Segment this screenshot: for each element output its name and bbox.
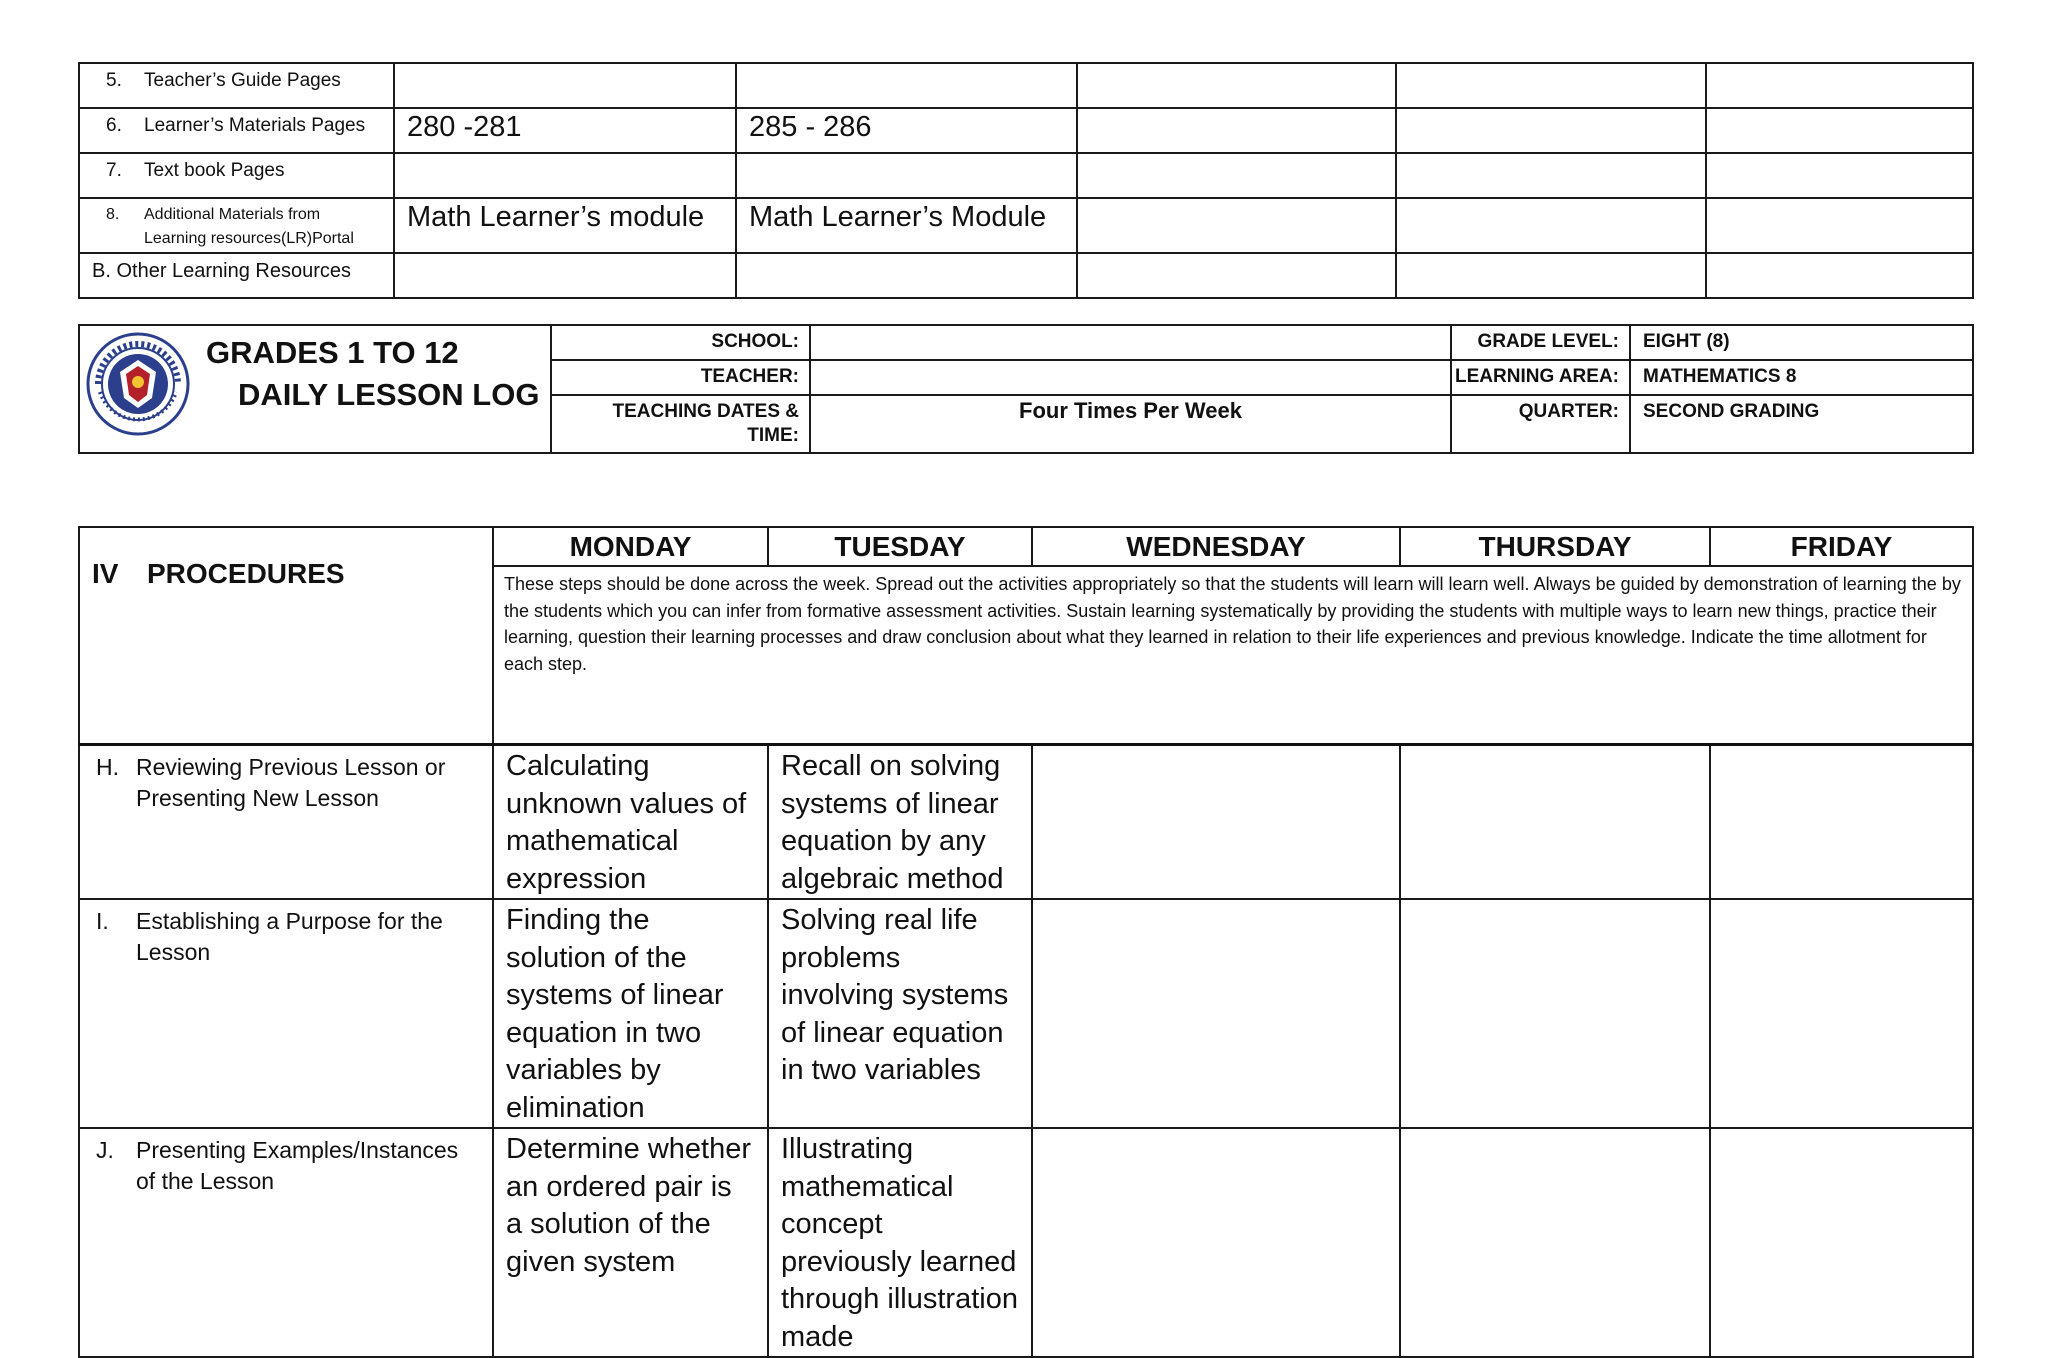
row-label (79, 1128, 493, 1357)
monday-cell: Calculating unknown values of mathematical expression (493, 745, 768, 900)
row-label (79, 198, 394, 253)
table-row (79, 198, 1973, 253)
thursday-cell (1400, 899, 1710, 1128)
day-header-friday: FRIDAY (1710, 527, 1973, 566)
thursday-cell (1396, 108, 1706, 153)
monday-cell: Determine whether an ordered pair is a solution of the given system (493, 1128, 768, 1357)
wednesday-cell (1032, 1128, 1400, 1357)
monday-cell (394, 253, 736, 298)
thursday-cell (1396, 153, 1706, 198)
teaching-dates-label (551, 395, 810, 453)
thursday-cell (1400, 1128, 1710, 1357)
title-line-1: GRADES 1 TO 12 (206, 335, 459, 370)
tuesday-cell: Illustrating mathematical concept previously learned through illustration made (768, 1128, 1032, 1357)
friday-cell (1710, 1128, 1973, 1357)
tuesday-cell (736, 253, 1077, 298)
page-title (206, 332, 539, 416)
procedures-table (78, 526, 1974, 1358)
monday-cell: Finding the solution of the systems of linear equation in two variables by elimination (493, 899, 768, 1128)
friday-cell (1710, 899, 1973, 1128)
title-line-2: DAILY LESSON LOG (238, 377, 540, 412)
row-label-line1: Establishing a Purpose for the (136, 908, 443, 934)
section-number: IV (92, 558, 119, 589)
row-label (79, 108, 394, 153)
row-label-text: Additional Materials from (144, 206, 321, 223)
row-label-line2: Lesson (136, 939, 211, 965)
monday-cell (394, 63, 736, 108)
wednesday-cell (1032, 745, 1400, 900)
friday-cell (1706, 253, 1973, 298)
wednesday-cell (1077, 253, 1396, 298)
day-header-thursday: THURSDAY (1400, 527, 1710, 566)
thursday-cell (1396, 63, 1706, 108)
teacher-value (810, 360, 1451, 395)
row-number: 6. (106, 115, 122, 136)
day-header-tuesday: TUESDAY (768, 527, 1032, 566)
deped-seal-icon (86, 332, 190, 436)
row-label-line1: Reviewing Previous Lesson or (136, 754, 446, 780)
table-row (79, 745, 1973, 900)
procedures-heading (79, 527, 493, 745)
friday-cell (1706, 153, 1973, 198)
table-row (79, 1128, 1973, 1357)
friday-cell (1706, 108, 1973, 153)
grade-level-value: EIGHT (8) (1630, 325, 1973, 360)
teaching-dates-label-line2: TIME: (747, 425, 799, 446)
row-label-text: Teacher’s Guide Pages (144, 70, 341, 91)
row-label: B. Other Learning Resources (79, 253, 394, 298)
wednesday-cell (1077, 108, 1396, 153)
row-label-line2: of the Lesson (136, 1168, 275, 1194)
header-brand (79, 325, 551, 453)
tuesday-cell: Math Learner’s Module (736, 198, 1077, 253)
row-number: 7. (106, 160, 122, 181)
row-label-text: Learner’s Materials Pages (144, 115, 366, 136)
table-row (79, 153, 1973, 198)
row-letter: J. (96, 1137, 114, 1163)
friday-cell (1710, 745, 1973, 900)
day-header-monday: MONDAY (493, 527, 768, 566)
procedures-instructions: These steps should be done across the week. Spread out the activities appropriately so that the students will learn will learn well. Always be guided by demonstration of learning the by the students which you can infer from formative assessment activities. Sustain learning systematically by providing the students with multiple ways to learn new things, practice their learning, question their learning processes and draw conclusion about what they learned in relation to their life experiences and previous knowledge. Indicate the time allotment for each step. (493, 566, 1973, 745)
wednesday-cell (1032, 899, 1400, 1128)
monday-cell (394, 153, 736, 198)
table-row (79, 108, 1973, 153)
quarter-label: QUARTER: (1451, 395, 1630, 453)
lesson-log-header (78, 324, 1974, 454)
thursday-cell (1400, 745, 1710, 900)
teaching-dates-value: Four Times Per Week (810, 395, 1451, 453)
row-label (79, 899, 493, 1128)
row-label (79, 63, 394, 108)
thursday-cell (1396, 253, 1706, 298)
table-row (79, 253, 1973, 298)
row-label-line2: Presenting New Lesson (136, 785, 379, 811)
table-row (79, 899, 1973, 1128)
learning-area-label: LEARNING AREA: (1451, 360, 1630, 395)
day-header-wednesday: WEDNESDAY (1032, 527, 1400, 566)
school-label: SCHOOL: (551, 325, 810, 360)
school-value (810, 325, 1451, 360)
learning-resources-table (78, 62, 1974, 299)
friday-cell (1706, 198, 1973, 253)
tuesday-cell: Recall on solving systems of linear equation by any algebraic method (768, 745, 1032, 900)
row-label (79, 745, 493, 900)
row-number: 5. (106, 70, 122, 91)
teacher-label: TEACHER: (551, 360, 810, 395)
row-letter: I. (96, 908, 109, 934)
row-label (79, 153, 394, 198)
thursday-cell (1396, 198, 1706, 253)
row-label-text: Text book Pages (144, 160, 285, 181)
monday-cell: Math Learner’s module (394, 198, 736, 253)
wednesday-cell (1077, 63, 1396, 108)
wednesday-cell (1077, 198, 1396, 253)
quarter-value: SECOND GRADING (1630, 395, 1973, 453)
wednesday-cell (1077, 153, 1396, 198)
row-label-text-line2: Learning resources(LR)Portal (144, 230, 354, 247)
tuesday-cell (736, 153, 1077, 198)
row-label-line1: Presenting Examples/Instances (136, 1137, 459, 1163)
tuesday-cell: 285 - 286 (736, 108, 1077, 153)
monday-cell: 280 -281 (394, 108, 736, 153)
tuesday-cell: Solving real life problems involving systems of linear equation in two variables (768, 899, 1032, 1128)
grade-level-label: GRADE LEVEL: (1451, 325, 1630, 360)
learning-area-value: MATHEMATICS 8 (1630, 360, 1973, 395)
friday-cell (1706, 63, 1973, 108)
section-title: PROCEDURES (147, 558, 345, 589)
tuesday-cell (736, 63, 1077, 108)
teaching-dates-label-line1: TEACHING DATES & (612, 401, 799, 422)
table-row (79, 63, 1973, 108)
row-letter: H. (96, 754, 119, 780)
row-number: 8. (106, 206, 120, 223)
